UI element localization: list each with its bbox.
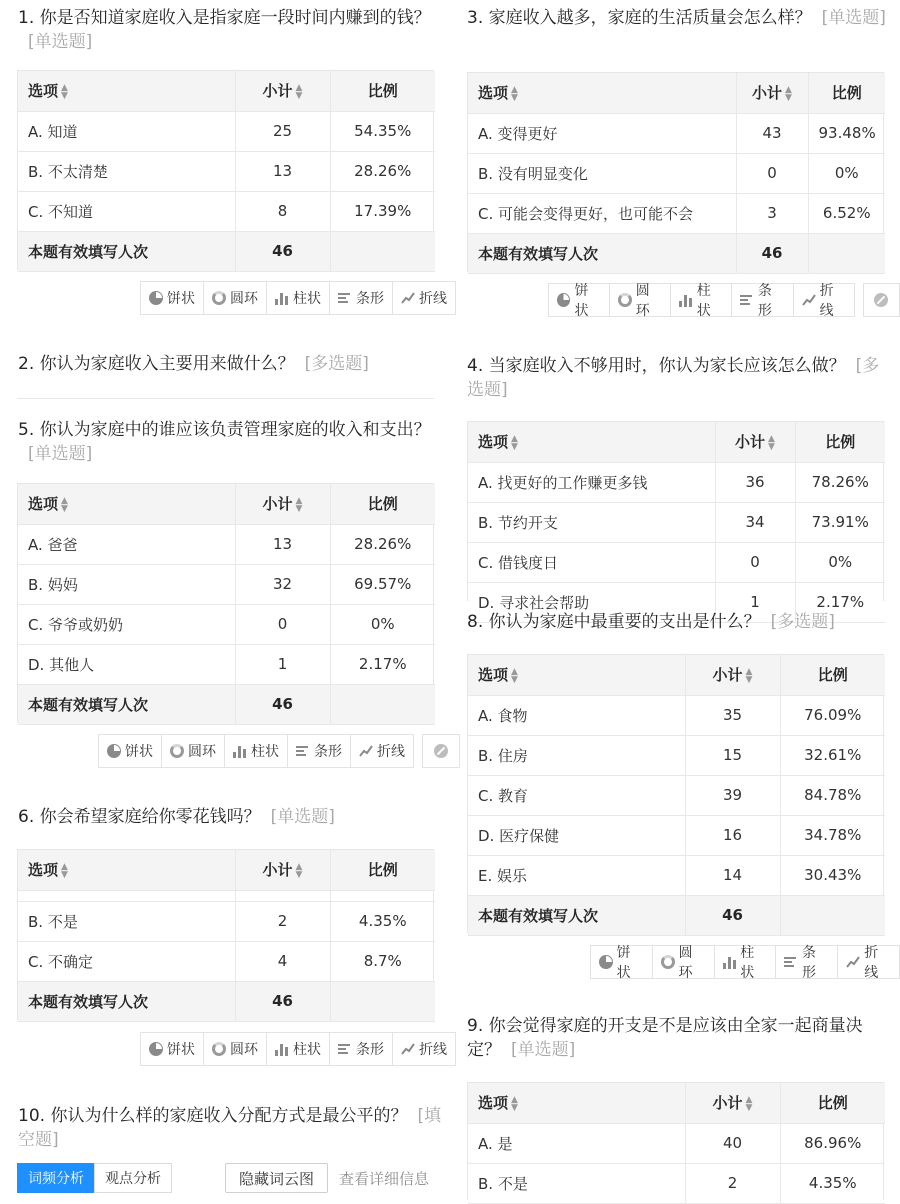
q2-type: [多选题] (304, 354, 369, 374)
ring-icon (212, 291, 226, 305)
sort-icon[interactable]: ▲ ▼ (61, 82, 68, 101)
table-row: B. 妈妈 32 69.57% (18, 564, 435, 604)
pie-button[interactable]: 饼状 (98, 734, 162, 768)
q5-title: 5. 你认为家庭中的谁应该负责管理家庭的收入和支出？[单选题] (18, 420, 431, 464)
line-chart-icon (802, 293, 816, 307)
total-row: 本题有效填写人次 46 (468, 233, 885, 273)
table-row: A. 知道 25 54.35% (18, 111, 435, 151)
line-chart-icon (401, 1042, 415, 1056)
pie-button[interactable]: 饼状 (140, 1032, 204, 1066)
q8-title: 8. 你认为家庭中最重要的支出是什么？ [多选题] (467, 612, 835, 632)
table-row: B. 节约开支 34 73.91% (468, 502, 885, 542)
q8-col-percent: 比例 (780, 655, 885, 695)
q8-table (467, 654, 884, 933)
pie-button[interactable]: 饼状 (140, 281, 204, 315)
total-row: 本题有效填写人次 46 (18, 231, 435, 271)
bar-button[interactable]: 柱状 (670, 283, 732, 317)
q9-col-option[interactable]: 选项 ▲ ▼ (468, 1083, 685, 1123)
q6-col-option[interactable]: 选项 ▲ ▼ (18, 850, 235, 890)
sort-icon[interactable]: ▲ ▼ (511, 666, 518, 685)
table-row: C. 不知道 8 17.39% (18, 191, 435, 231)
pie-button[interactable]: 饼状 (548, 283, 610, 317)
bar-chart-icon (679, 293, 692, 307)
pie-button[interactable]: 饼状 (590, 945, 653, 979)
ban-icon (434, 744, 448, 758)
q9-title: 9. 你会觉得家庭的开支是不是应该由全家一起商量决定？ [单选题] (467, 1016, 863, 1060)
table-row: A. 变得更好 43 93.48% (468, 113, 885, 153)
line-chart-icon (846, 955, 860, 969)
pie-icon (599, 955, 613, 969)
sort-icon[interactable]: ▲ ▼ (745, 666, 753, 685)
sort-icon[interactable]: ▲ ▼ (745, 1094, 753, 1113)
q6-title: 6. 你会希望家庭给你零花钱吗？ [单选题] (18, 807, 335, 827)
hbar-button[interactable]: 条形 (287, 734, 351, 768)
table-row: C. 爷爷或奶奶 0 0% (18, 604, 435, 644)
bar-chart-icon (275, 1042, 289, 1056)
ban-icon (874, 293, 888, 307)
q1-title (18, 6, 438, 54)
table-row: A. 是 40 86.96% (468, 1123, 885, 1163)
table-row: B. 不是 2 4.35% (468, 1163, 885, 1203)
hbar-button[interactable]: 条形 (329, 281, 393, 315)
ring-icon (170, 744, 184, 758)
q1-table (17, 70, 434, 270)
hbar-chart-icon (338, 291, 352, 305)
q4-col-count[interactable]: 小计 ▲ ▼ (715, 422, 795, 462)
line-button[interactable]: 折线 (392, 1032, 456, 1066)
line-chart-icon (401, 291, 415, 305)
q6-type: [单选题] (270, 807, 335, 827)
pie-icon (557, 293, 570, 307)
table-row: B. 不太清楚 13 28.26% (18, 151, 435, 191)
ring-button[interactable]: 圆环 (609, 283, 671, 317)
total-row: 本题有效填写人次 46 (18, 981, 435, 1021)
ring-button[interactable]: 圆环 (652, 945, 715, 979)
q3-col-percent: 比例 (808, 73, 885, 113)
sort-icon[interactable]: ▲ ▼ (295, 861, 303, 880)
table-row: C. 教育 39 84.78% (468, 775, 885, 815)
pie-icon (149, 1042, 163, 1056)
q3-chart-buttons (548, 283, 900, 317)
bar-button[interactable]: 柱状 (266, 1032, 330, 1066)
q5-type: [单选题] (28, 444, 93, 464)
q3-type: [单选题] (821, 8, 886, 28)
hbar-chart-icon (784, 955, 798, 969)
table-row: E. 娱乐 14 30.43% (468, 855, 885, 895)
q1-col-count[interactable]: 小计 ▲ ▼ (235, 71, 330, 111)
q1-type: [单选题] (28, 32, 93, 52)
table-row: A. 找更好的工作赚更多钱 36 78.26% (468, 462, 885, 502)
q5-chart-buttons (98, 734, 460, 768)
ring-icon (212, 1042, 226, 1056)
bar-button[interactable]: 柱状 (224, 734, 288, 768)
line-button[interactable]: 折线 (837, 945, 900, 979)
tab-opinion-analysis[interactable]: 观点分析 (94, 1163, 172, 1193)
q10-title: 10. 你认为什么样的家庭收入分配方式是最公平的？ [填空题] (18, 1106, 442, 1150)
q3-title: 3. 家庭收入越多，家庭的生活质量会怎么样？ [单选题] (467, 8, 886, 28)
q5-col-percent: 比例 (330, 484, 435, 524)
ring-button[interactable]: 圆环 (203, 1032, 267, 1066)
table-row: B. 不是 2 4.35% (18, 901, 435, 941)
q8-type: [多选题] (770, 612, 835, 632)
bar-chart-icon (233, 744, 247, 758)
pie-icon (107, 744, 121, 758)
q6-chart-buttons (140, 1032, 456, 1066)
sort-icon[interactable]: ▲ ▼ (511, 433, 518, 452)
ring-button[interactable]: 圆环 (161, 734, 225, 768)
line-button[interactable]: 折线 (350, 734, 414, 768)
hbar-button[interactable]: 条形 (731, 283, 793, 317)
q3-col-option[interactable]: 选项 ▲ ▼ (468, 73, 736, 113)
q9-col-count[interactable]: 小计 ▲ ▼ (685, 1083, 780, 1123)
q1-chart-buttons (140, 281, 456, 315)
q8-col-count[interactable]: 小计 ▲ ▼ (685, 655, 780, 695)
table-row: D. 医疗保健 16 34.78% (468, 815, 885, 855)
divider (17, 398, 434, 399)
q4-title: 4. 当家庭收入不够用时，你认为家长应该怎么做？ [多选题] (467, 356, 880, 400)
table-row-cut (18, 890, 435, 901)
table-row: A. 爸爸 13 28.26% (18, 524, 435, 564)
pie-icon (149, 291, 163, 305)
sort-icon[interactable]: ▲ ▼ (61, 861, 68, 880)
q1-col-percent: 比例 (330, 71, 435, 111)
sort-icon[interactable]: ▲ ▼ (511, 1094, 518, 1113)
sort-icon[interactable]: ▲ ▼ (61, 495, 68, 514)
q4-type: [多选题] (467, 356, 880, 400)
line-button[interactable]: 折线 (793, 283, 855, 317)
hide-word-cloud-button[interactable]: 隐藏词云图 (225, 1163, 328, 1193)
table-row: B. 没有明显变化 0 0% (468, 153, 885, 193)
q6-col-percent: 比例 (330, 850, 435, 890)
bar-chart-icon (275, 291, 289, 305)
total-row: 本题有效填写人次 46 (18, 684, 435, 724)
q9-type: [单选题] (511, 1040, 576, 1060)
q5-col-option[interactable]: 选项 ▲ ▼ (18, 484, 235, 524)
table-row: D. 寻求社会帮助 1 2.17% (468, 582, 885, 622)
q8-chart-buttons (590, 945, 900, 979)
ring-button[interactable]: 圆环 (203, 281, 267, 315)
q1-title-text: 1. 你是否知道家庭收入是指家庭一段时间内赚到的钱？ (18, 8, 431, 28)
q3-col-count[interactable]: 小计 ▲ ▼ (736, 73, 808, 113)
ring-icon (618, 293, 632, 307)
table-row: C. 可能会变得更好，也可能不会 3 6.52% (468, 193, 885, 233)
table-row: C. 借钱度日 0 0% (468, 542, 885, 582)
table-row: D. 其他人 1 2.17% (18, 644, 435, 684)
bar-button[interactable]: 柱状 (714, 945, 777, 979)
q4-table (467, 421, 884, 612)
line-button[interactable]: 折线 (392, 281, 456, 315)
line-chart-icon (359, 744, 373, 758)
disable-chart-button[interactable] (422, 734, 460, 768)
bar-chart-icon (723, 955, 737, 969)
sort-icon[interactable]: ▲ ▼ (295, 82, 303, 101)
view-detail-link[interactable]: 查看详细信息 (339, 1170, 430, 1188)
hbar-button[interactable]: 条形 (329, 1032, 393, 1066)
q3-table (467, 72, 884, 272)
hbar-chart-icon (296, 744, 310, 758)
table-row: B. 住房 15 32.61% (468, 735, 885, 775)
sort-icon[interactable]: ▲ ▼ (768, 433, 775, 452)
sort-icon[interactable]: ▲ ▼ (295, 495, 303, 514)
sort-icon[interactable]: ▲ ▼ (511, 84, 518, 103)
disable-chart-button[interactable] (863, 283, 900, 317)
hbar-button[interactable]: 条形 (775, 945, 838, 979)
total-row: 本题有效填写人次 46 (468, 895, 885, 935)
table-row: C. 不确定 4 8.7% (18, 941, 435, 981)
q4-col-percent: 比例 (795, 422, 885, 462)
q9-col-percent: 比例 (780, 1083, 885, 1123)
hbar-chart-icon (740, 293, 753, 307)
table-row: A. 食物 35 76.09% (468, 695, 885, 735)
bar-button[interactable]: 柱状 (266, 281, 330, 315)
q5-col-count[interactable]: 小计 ▲ ▼ (235, 484, 330, 524)
q5-table (17, 483, 434, 723)
q1-col-option[interactable]: 选项 ▲ ▼ (18, 71, 235, 111)
sort-icon[interactable]: ▲ ▼ (785, 84, 792, 103)
q9-table (467, 1082, 884, 1200)
q2-title: 2. 你认为家庭收入主要用来做什么？ [多选题] (18, 354, 369, 374)
tab-word-frequency[interactable]: 词频分析 (17, 1163, 95, 1193)
q8-col-option[interactable]: 选项 ▲ ▼ (468, 655, 685, 695)
q6-col-count[interactable]: 小计 ▲ ▼ (235, 850, 330, 890)
ring-icon (661, 955, 675, 969)
q4-col-option[interactable]: 选项 ▲ ▼ (468, 422, 715, 462)
q6-table (17, 849, 434, 1020)
q10-type: [填空题] (18, 1106, 442, 1150)
hbar-chart-icon (338, 1042, 352, 1056)
